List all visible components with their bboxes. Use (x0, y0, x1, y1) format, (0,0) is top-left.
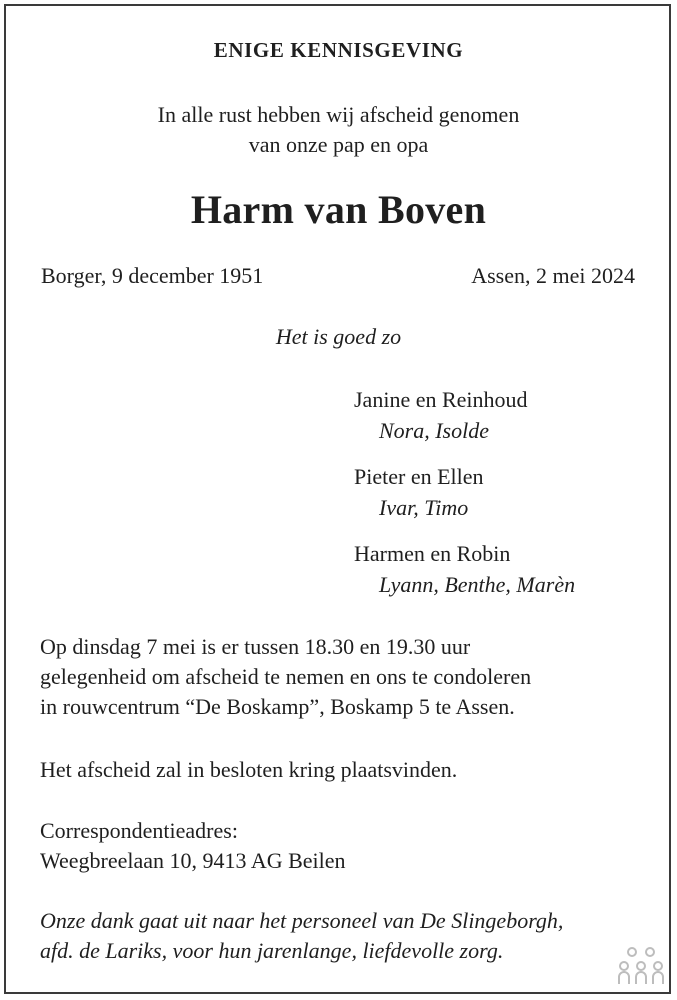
family-group (354, 384, 528, 446)
family-children: Ivar, Timo (379, 495, 469, 520)
address-value: Weegbreelaan 10, 9413 AG Beilen (40, 848, 346, 873)
address-label: Correspondentieadres: (40, 818, 238, 843)
address-paragraph (40, 816, 346, 876)
intro-line: van onze pap en opa (248, 132, 429, 157)
family-children: Lyann, Benthe, Marèn (379, 572, 576, 597)
family-children: Nora, Isolde (379, 418, 489, 443)
condolence-line: gelegenheid om afscheid te nemen en ons te condoleren (40, 664, 532, 689)
motto: Het is goed zo (275, 324, 402, 349)
funeral-paragraph: Het afscheid zal in besloten kring plaatsvinden. (40, 757, 458, 782)
family-parents: Harmen en Robin (354, 541, 511, 566)
family-parents: Pieter en Ellen (354, 464, 484, 489)
thanks-line: Onze dank gaat uit naar het personeel van De Slingeborgh, (40, 908, 564, 933)
condolence-paragraph (40, 632, 531, 722)
notice-heading: ENIGE KENNISGEVING (213, 38, 464, 62)
birth-place-date: Borger, 9 december 1951 (41, 263, 264, 288)
deceased-name: Harm van Boven (190, 187, 487, 232)
people-group-icon (618, 946, 664, 986)
intro-line: In alle rust hebben wij afscheid genomen (157, 102, 520, 127)
family-parents: Janine en Reinhoud (354, 387, 528, 412)
intro-text (0, 100, 677, 160)
condolence-line: in rouwcentrum “De Boskamp”, Boskamp 5 te Assen. (40, 694, 515, 719)
thanks-paragraph (40, 906, 563, 966)
family-group (354, 538, 575, 600)
death-place-date: Assen, 2 mei 2024 (471, 263, 635, 288)
condolence-line: Op dinsdag 7 mei is er tussen 18.30 en 19.30 uur (40, 634, 471, 659)
family-group (354, 461, 484, 523)
thanks-line: afd. de Lariks, voor hun jarenlange, liefdevolle zorg. (40, 938, 504, 963)
